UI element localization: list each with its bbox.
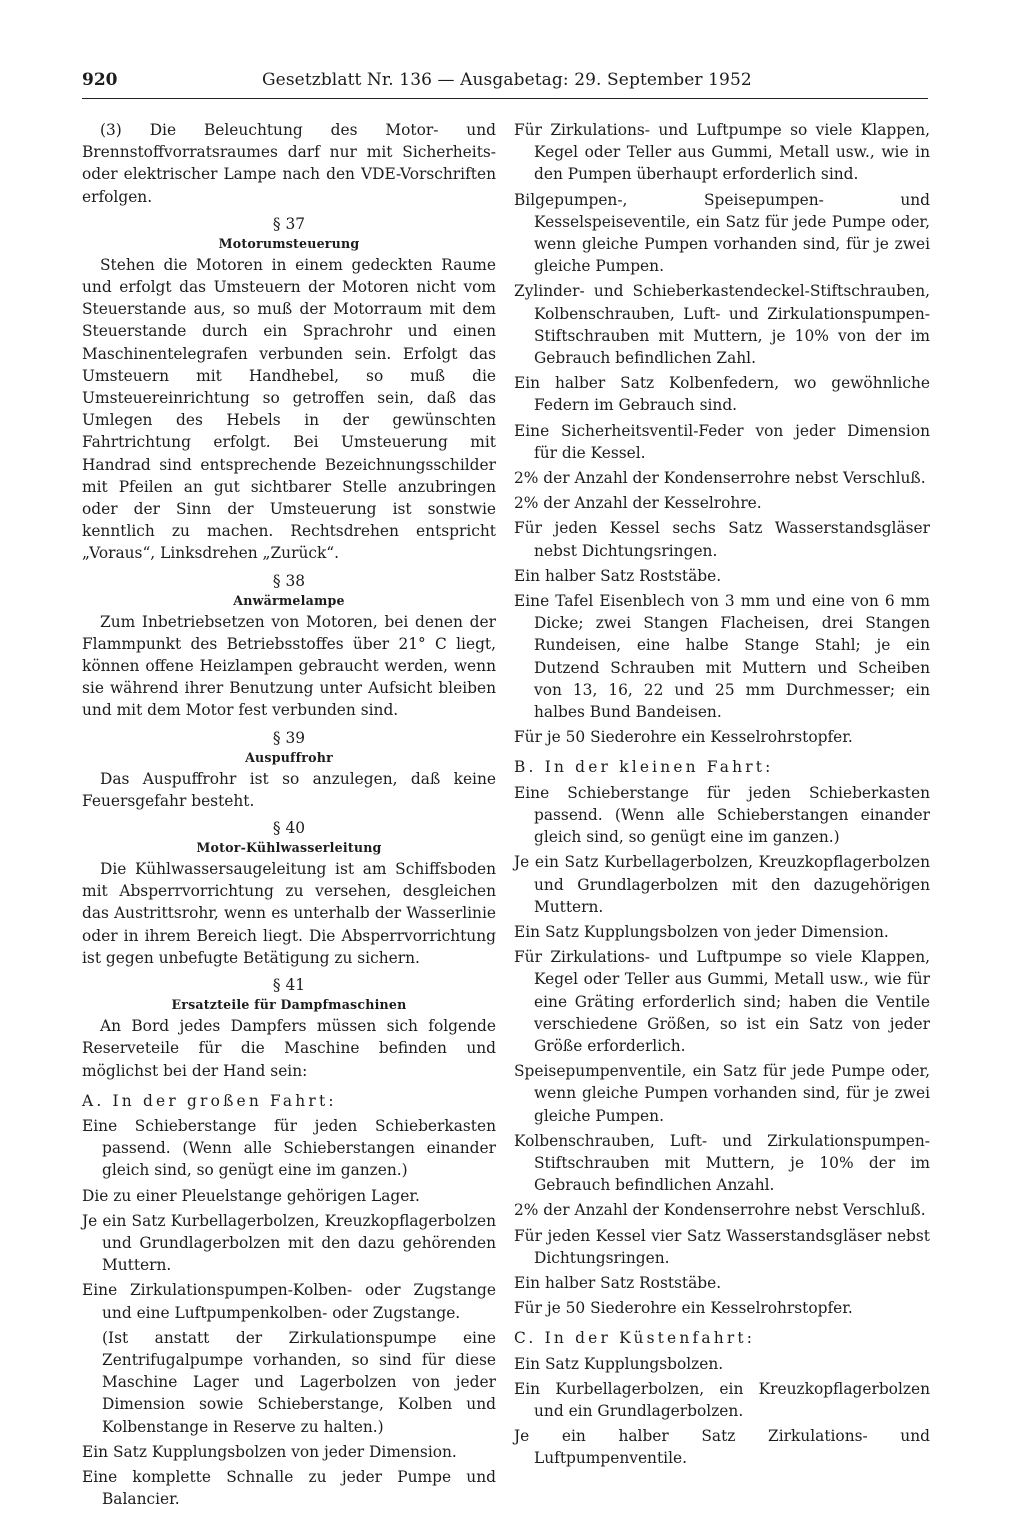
list-item: Ein halber Satz Roststäbe. [514, 566, 722, 585]
section-38-text: Zum Inbetriebsetzen von Motoren, bei denen der Flammpunkt des Betriebsstoffes über 21° C liegt, können offene Heizlampen gebraucht werden, wenn sie während ihrer Benutzung unter Aufsicht bleiben und mit dem Motor fest verbunden sind. [82, 612, 496, 720]
list-item: Speisepumpenventile, ein Satz für jede Pumpe oder, wenn gleiche Pumpen vorhanden sind, für je zwei gleiche Pumpen. [514, 1062, 930, 1125]
subheading-great-voyage: A. In der großen Fahrt: [82, 1091, 337, 1110]
list-item-note: (Ist anstatt der Zirkulationspumpe eine Zentrifugalpumpe vorhanden, so sind für diese Maschine Lager und Lagerbolzen von jeder Dimension sowie Schieberstange, Kolben und Kolbenstange in Reserve zu halten.) [102, 1328, 496, 1436]
section-title: Motor-Kühlwasserleitung [196, 840, 382, 856]
subheading-small-voyage: B. In der kleinen Fahrt: [514, 758, 774, 777]
list-item: Eine Sicherheitsventil-Feder von jeder Dimension für die Kessel. [514, 421, 930, 462]
list-item: Für jeden Kessel vier Satz Wasserstandsgläser nebst Dichtungsringen. [514, 1226, 930, 1267]
list-item: Für Zirkulations- und Luftpumpe so viele Klappen, Kegel oder Teller aus Gummi, Metall usw., wie in den Pumpen überhaupt erforderlich sind. [514, 121, 930, 184]
list-item: 2% der Anzahl der Kondenserrohre nebst Verschluß. [514, 469, 926, 488]
paragraph-lighting: (3) Die Beleuchtung des Motor- und Brennstoffvorratsraumes darf nur mit Sicherheits- oder elektrischer Lampe nach den VDE-Vorschriften erfolgen. [82, 121, 496, 206]
right-column [514, 119, 930, 1473]
list-item: Ein halber Satz Roststäbe. [514, 1273, 722, 1292]
list-item: Eine Schieberstange für jeden Schieberkasten passend. (Wenn alle Schieberstangen einander gleich sind, so genügt eine im ganzen.) [514, 783, 930, 847]
page-number: 920 [82, 70, 118, 90]
list-item: Ein Satz Kupplungsbolzen von jeder Dimension. [82, 1442, 457, 1461]
section-38-heading [82, 571, 496, 611]
list-item: Ein Satz Kupplungsbolzen. [514, 1354, 724, 1373]
list-item: Ein halber Satz Kolbenfedern, wo gewöhnliche Federn im Gebrauch sind. [514, 374, 930, 415]
subheading-coastal-voyage: C. In der Küstenfahrt: [514, 1329, 756, 1348]
left-column [82, 119, 496, 1513]
list-item: 2% der Anzahl der Kesselrohre. [514, 494, 762, 513]
section-number: § 39 [272, 728, 306, 747]
list-item: Kolbenschrauben, Luft- und Zirkulationspumpen-Stiftschrauben mit Muttern, je 10% der im Gebrauch befindlichen Anzahl. [514, 1131, 930, 1195]
list-item: Je ein halber Satz Zirkulations- und Luftpumpenventile. [514, 1427, 930, 1468]
section-title: Anwärmelampe [233, 592, 345, 608]
page-header [82, 64, 928, 99]
list-item: Für je 50 Siederohre ein Kesselrohrstopfer. [514, 728, 853, 747]
section-title: Auspuffrohr [245, 749, 333, 765]
list-item: Je ein Satz Kurbellagerbolzen, Kreuzkopflagerbolzen und Grundlagerbolzen mit den dazu gehörenden Muttern. [82, 1211, 496, 1275]
section-37-heading [82, 214, 496, 254]
section-37-text: Stehen die Motoren in einem gedeckten Raume und erfolgt das Umsteuern der Motoren nicht vom Steuerstande aus, so muß der Motorraum mit dem Steuerstande durch ein Sprachrohr und einen Maschinentelegrafen verbunden sein. Erfolgt das Umsteuern mit Handhebel, so muß die Umsteuereinrichtung so getroffen sein, daß das Umlegen des Hebels in der gewünschten Fahrtrichtung erfolgt. Bei Umsteuerung mit Handrad sind entsprechende Bezeichnungsschilder mit Pfeilen an gut sichtbarer Stelle anzubringen oder der Sinn der Umsteuerung ist sonstwie kenntlich zu machen. Rechtsdrehen entspricht „Voraus“, Linksdrehen „Zurück“. [82, 255, 496, 563]
list-item: Bilgepumpen-, Speisepumpen- und Kesselspeiseventile, ein Satz für jede Pumpe oder, wenn gleiche Pumpen vorhanden sind, für je zwei gleiche Pumpen. [514, 190, 930, 276]
list-item: Eine Schieberstange für jeden Schieberkasten passend. (Wenn alle Schieberstangen einander gleich sind, so genügt eine im ganzen.) [82, 1116, 496, 1180]
list-item: Ein Kurbellagerbolzen, ein Kreuzkopflagerbolzen und ein Grundlagerbolzen. [514, 1379, 930, 1420]
section-number: § 38 [272, 571, 306, 590]
section-40-text: Die Kühlwassersaugeleitung ist am Schiffsboden mit Absperrvorrichtung zu versehen, desgleichen das Austrittsrohr, wenn es unterhalb der Wasserlinie oder in ihrem Bereich liegt. Die Absperrvorrichtung ist gegen unbefugte Betätigung zu sichern. [82, 860, 496, 967]
section-number: § 41 [272, 976, 306, 995]
list-item: Die zu einer Pleuelstange gehörigen Lager. [82, 1186, 420, 1205]
section-title: Motorumsteuerung [218, 235, 360, 251]
list-item: Eine Zirkulationspumpen-Kolben- oder Zugstange und eine Luftpumpenkolben- oder Zugstange. [82, 1281, 496, 1322]
list-item: Für jeden Kessel sechs Satz Wasserstandsgläser nebst Dichtungsringen. [514, 519, 930, 560]
section-40-heading [82, 818, 496, 858]
list-item: Je ein Satz Kurbellagerbolzen, Kreuzkopflagerbolzen und Grundlagerbolzen mit den dazugehörigen Muttern. [514, 853, 930, 916]
section-number: § 40 [272, 819, 306, 838]
list-item: Eine Tafel Eisenblech von 3 mm und eine von 6 mm Dicke; zwei Stangen Flacheisen, drei Stangen Rundeisen, eine halbe Stange Stahl; je ein Dutzend Schrauben mit Muttern und Scheiben von 13, 16, 22 und 25 mm Durchmesser; ein halbes Bund Bandeisen. [514, 592, 930, 722]
section-title: Ersatzteile für Dampfmaschinen [171, 997, 407, 1013]
list-item: 2% der Anzahl der Kondenserrohre nebst Verschluß. [514, 1201, 926, 1220]
section-41-heading [82, 975, 496, 1015]
list-item: Ein Satz Kupplungsbolzen von jeder Dimension. [514, 922, 889, 941]
list-item: Für je 50 Siederohre ein Kesselrohrstopfer. [514, 1299, 853, 1318]
section-number: § 37 [272, 214, 306, 233]
header-title: Gesetzblatt Nr. 136 — Ausgabetag: 29. September 1952 [262, 70, 752, 90]
list-item: Zylinder- und Schieberkastendeckel-Stiftschrauben, Kolbenschrauben, Luft- und Zirkulationspumpen-Stiftschrauben mit Muttern, je 10% von der im Gebrauch befindlichen Zahl. [514, 282, 930, 368]
section-39-heading [82, 728, 496, 768]
list-item: Eine komplette Schnalle zu jeder Pumpe und Balancier. [82, 1467, 496, 1509]
section-39-text: Das Auspuffrohr ist so anzulegen, daß keine Feuersgefahr besteht. [82, 769, 496, 810]
section-41-text: An Bord jedes Dampfers müssen sich folgende Reserveteile für die Maschine befinden und möglichst bei der Hand sein: [82, 1017, 496, 1080]
list-item: Für Zirkulations- und Luftpumpe so viele Klappen, Kegel oder Teller aus Gummi, Metall usw., wie für eine Gräting erforderlich sind; haben die Ventile verschiedene Größen, so ist ein Satz von jeder Größe erforderlich. [514, 948, 930, 1055]
